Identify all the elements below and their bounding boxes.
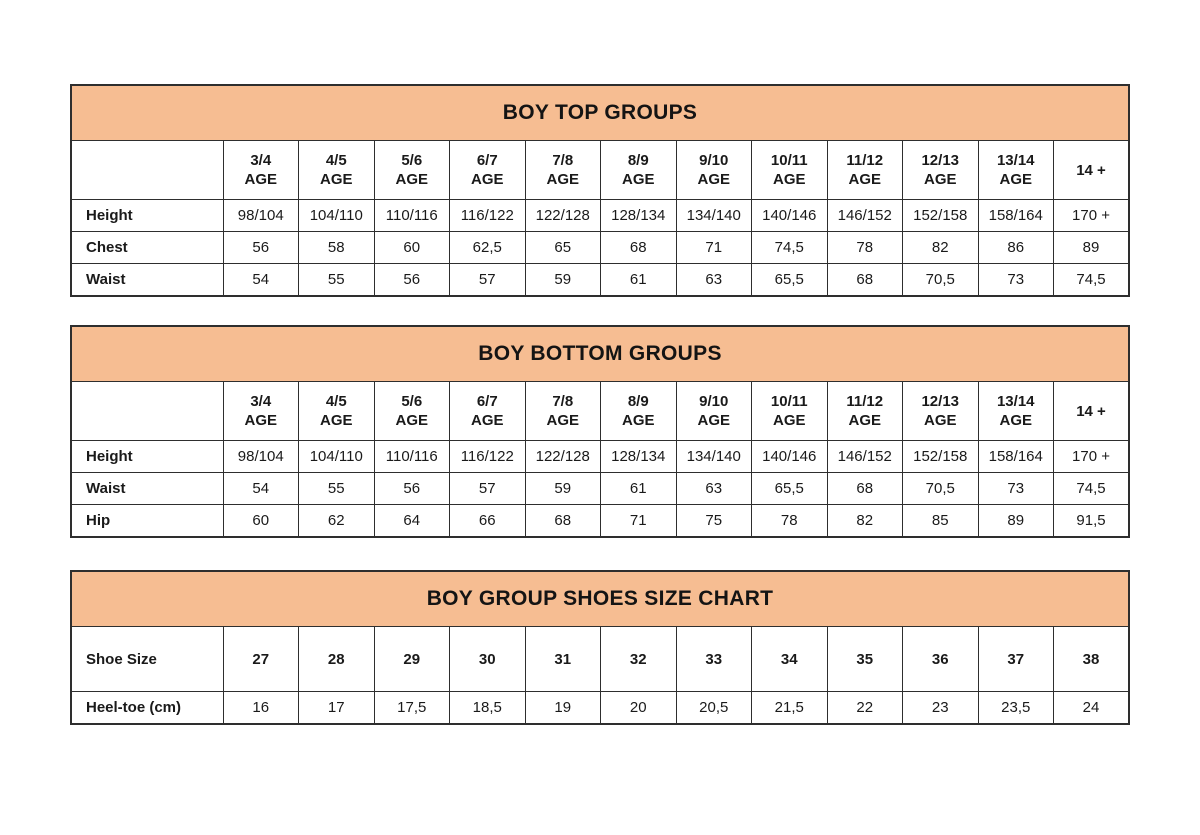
column-header-line: 11/12 <box>846 393 884 410</box>
column-header <box>223 141 299 200</box>
column-header-line: AGE <box>697 412 730 429</box>
value-cell: 78 <box>827 232 903 264</box>
value-cell: 146/152 <box>827 441 903 473</box>
column-header-line: AGE <box>470 412 504 429</box>
value-cell: 56 <box>223 232 299 264</box>
value-cell: 152/158 <box>903 441 979 473</box>
value-cell: 60 <box>223 505 299 538</box>
value-cell: 36 <box>903 627 979 692</box>
column-header-line: AGE <box>244 412 277 429</box>
value-cell: 57 <box>450 264 526 297</box>
table-row <box>71 692 1129 725</box>
value-cell: 61 <box>601 264 677 297</box>
column-header <box>752 141 828 200</box>
table-row <box>71 264 1129 297</box>
table-row <box>71 627 1129 692</box>
value-cell: 37 <box>978 627 1054 692</box>
corner-cell <box>71 382 223 441</box>
value-cell: 21,5 <box>752 692 828 725</box>
column-header-line: 10/11 <box>770 393 808 410</box>
value-cell: 122/128 <box>525 441 601 473</box>
column-header-line: 3/4 <box>250 393 272 410</box>
value-cell: 20,5 <box>676 692 752 725</box>
value-cell: 22 <box>827 692 903 725</box>
column-header-line: 6/7 <box>476 152 498 169</box>
value-cell: 29 <box>374 627 450 692</box>
value-cell: 110/116 <box>374 200 450 232</box>
row-label: Height <box>71 441 223 473</box>
column-header <box>676 382 752 441</box>
column-header-line: 14 + <box>1076 161 1106 179</box>
value-cell: 104/110 <box>299 200 375 232</box>
value-cell: 24 <box>1054 692 1130 725</box>
column-header <box>374 141 450 200</box>
column-header-line: AGE <box>923 412 957 429</box>
column-header-line: 7/8 <box>552 152 574 169</box>
column-header <box>601 382 677 441</box>
row-label: Waist <box>71 264 223 297</box>
column-header <box>1054 382 1130 441</box>
value-cell: 152/158 <box>903 200 979 232</box>
value-cell: 98/104 <box>223 200 299 232</box>
value-cell: 62 <box>299 505 375 538</box>
value-cell: 140/146 <box>752 200 828 232</box>
column-header <box>525 141 601 200</box>
value-cell: 62,5 <box>450 232 526 264</box>
column-header <box>450 382 526 441</box>
column-header-line: AGE <box>546 171 579 188</box>
value-cell: 170 + <box>1054 441 1130 473</box>
column-header <box>601 141 677 200</box>
boy-top-groups-section <box>70 84 1130 297</box>
value-cell: 56 <box>374 264 450 297</box>
boy-top-groups-table <box>70 84 1130 297</box>
value-cell: 56 <box>374 473 450 505</box>
column-header-line: 13/14 <box>996 152 1035 169</box>
value-cell: 55 <box>299 473 375 505</box>
value-cell: 68 <box>601 232 677 264</box>
column-header-line: AGE <box>999 171 1032 188</box>
value-cell: 104/110 <box>299 441 375 473</box>
value-cell: 170 + <box>1054 200 1130 232</box>
value-cell: 68 <box>827 264 903 297</box>
value-cell: 64 <box>374 505 450 538</box>
value-cell: 116/122 <box>450 200 526 232</box>
value-cell: 20 <box>601 692 677 725</box>
column-header-line: AGE <box>470 171 504 188</box>
value-cell: 116/122 <box>450 441 526 473</box>
column-header <box>978 141 1054 200</box>
value-cell: 128/134 <box>601 441 677 473</box>
value-cell: 30 <box>450 627 526 692</box>
column-header-line: 10/11 <box>770 152 808 169</box>
value-cell: 63 <box>676 473 752 505</box>
column-header-line: 6/7 <box>476 393 498 410</box>
column-header-line: 5/6 <box>401 152 423 169</box>
row-label: Waist <box>71 473 223 505</box>
row-label: Heel-toe (cm) <box>71 692 223 725</box>
value-cell: 59 <box>525 264 601 297</box>
value-cell: 91,5 <box>1054 505 1130 538</box>
value-cell: 82 <box>827 505 903 538</box>
value-cell: 86 <box>978 232 1054 264</box>
value-cell: 71 <box>676 232 752 264</box>
column-header <box>752 382 828 441</box>
column-header <box>978 382 1054 441</box>
boy-bottom-groups-table <box>70 325 1130 538</box>
value-cell: 110/116 <box>374 441 450 473</box>
value-cell: 55 <box>299 264 375 297</box>
column-header-line: 8/9 <box>627 393 649 410</box>
column-header <box>450 141 526 200</box>
column-header-line: 14 + <box>1076 402 1106 420</box>
column-header-line: AGE <box>697 171 730 188</box>
table-row <box>71 473 1129 505</box>
value-cell: 35 <box>827 627 903 692</box>
column-header-line: 8/9 <box>627 152 649 169</box>
value-cell: 31 <box>525 627 601 692</box>
column-header <box>827 382 903 441</box>
value-cell: 68 <box>525 505 601 538</box>
column-header-line: AGE <box>319 412 353 429</box>
column-header <box>299 382 375 441</box>
value-cell: 70,5 <box>903 264 979 297</box>
value-cell: 146/152 <box>827 200 903 232</box>
column-header-line: 13/14 <box>996 393 1035 410</box>
column-header-line: 7/8 <box>552 393 574 410</box>
value-cell: 17 <box>299 692 375 725</box>
table-title: BOY GROUP SHOES SIZE CHART <box>71 571 1129 627</box>
table-row <box>71 232 1129 264</box>
column-header-line: 5/6 <box>401 393 423 410</box>
value-cell: 128/134 <box>601 200 677 232</box>
column-header-line: 4/5 <box>325 152 347 169</box>
column-header-line: AGE <box>772 412 806 429</box>
column-header-line: 12/13 <box>921 393 960 410</box>
column-header <box>223 382 299 441</box>
table-title: BOY TOP GROUPS <box>71 85 1129 141</box>
value-cell: 65,5 <box>752 473 828 505</box>
row-label: Height <box>71 200 223 232</box>
value-cell: 23 <box>903 692 979 725</box>
column-header-line: 12/13 <box>921 152 960 169</box>
value-cell: 78 <box>752 505 828 538</box>
value-cell: 140/146 <box>752 441 828 473</box>
boy-group-shoes-size-chart-section <box>70 570 1130 725</box>
column-header <box>299 141 375 200</box>
value-cell: 73 <box>978 264 1054 297</box>
column-header <box>676 141 752 200</box>
table-row <box>71 200 1129 232</box>
column-header-line: AGE <box>244 171 277 188</box>
boy-bottom-groups-section <box>70 325 1130 538</box>
row-label: Chest <box>71 232 223 264</box>
value-cell: 85 <box>903 505 979 538</box>
value-cell: 54 <box>223 264 299 297</box>
value-cell: 134/140 <box>676 200 752 232</box>
column-header <box>1054 141 1130 200</box>
column-header-line: 9/10 <box>699 152 729 169</box>
column-header-line: AGE <box>621 171 655 188</box>
value-cell: 68 <box>827 473 903 505</box>
value-cell: 66 <box>450 505 526 538</box>
column-header-line: AGE <box>395 171 428 188</box>
value-cell: 61 <box>601 473 677 505</box>
value-cell: 134/140 <box>676 441 752 473</box>
value-cell: 60 <box>374 232 450 264</box>
value-cell: 63 <box>676 264 752 297</box>
value-cell: 28 <box>299 627 375 692</box>
value-cell: 16 <box>223 692 299 725</box>
column-header-line: AGE <box>546 412 579 429</box>
value-cell: 74,5 <box>752 232 828 264</box>
row-label: Hip <box>71 505 223 538</box>
value-cell: 18,5 <box>450 692 526 725</box>
column-header-line: AGE <box>923 171 957 188</box>
value-cell: 122/128 <box>525 200 601 232</box>
column-header-line: AGE <box>848 171 881 188</box>
value-cell: 19 <box>525 692 601 725</box>
column-header-line: AGE <box>621 412 655 429</box>
value-cell: 34 <box>752 627 828 692</box>
value-cell: 58 <box>299 232 375 264</box>
value-cell: 70,5 <box>903 473 979 505</box>
value-cell: 71 <box>601 505 677 538</box>
table-title: BOY BOTTOM GROUPS <box>71 326 1129 382</box>
value-cell: 17,5 <box>374 692 450 725</box>
value-cell: 98/104 <box>223 441 299 473</box>
corner-cell <box>71 141 223 200</box>
column-header <box>903 141 979 200</box>
value-cell: 38 <box>1054 627 1130 692</box>
value-cell: 33 <box>676 627 752 692</box>
row-label: Shoe Size <box>71 627 223 692</box>
value-cell: 23,5 <box>978 692 1054 725</box>
column-header-line: 4/5 <box>325 393 347 410</box>
value-cell: 75 <box>676 505 752 538</box>
column-header <box>903 382 979 441</box>
value-cell: 89 <box>1054 232 1130 264</box>
table-row <box>71 441 1129 473</box>
column-header-line: AGE <box>395 412 428 429</box>
value-cell: 59 <box>525 473 601 505</box>
value-cell: 65,5 <box>752 264 828 297</box>
value-cell: 74,5 <box>1054 473 1130 505</box>
value-cell: 73 <box>978 473 1054 505</box>
column-header <box>525 382 601 441</box>
value-cell: 158/164 <box>978 200 1054 232</box>
value-cell: 65 <box>525 232 601 264</box>
value-cell: 54 <box>223 473 299 505</box>
column-header-line: AGE <box>319 171 353 188</box>
column-header <box>827 141 903 200</box>
column-header-line: 3/4 <box>250 152 272 169</box>
column-header <box>374 382 450 441</box>
value-cell: 89 <box>978 505 1054 538</box>
value-cell: 74,5 <box>1054 264 1130 297</box>
value-cell: 158/164 <box>978 441 1054 473</box>
column-header-line: AGE <box>772 171 806 188</box>
value-cell: 82 <box>903 232 979 264</box>
table-row <box>71 505 1129 538</box>
value-cell: 27 <box>223 627 299 692</box>
column-header-line: 9/10 <box>699 393 729 410</box>
column-header-line: AGE <box>848 412 881 429</box>
column-header-line: 11/12 <box>846 152 884 169</box>
boy-group-shoes-size-chart-table <box>70 570 1130 725</box>
value-cell: 57 <box>450 473 526 505</box>
value-cell: 32 <box>601 627 677 692</box>
column-header-line: AGE <box>999 412 1032 429</box>
